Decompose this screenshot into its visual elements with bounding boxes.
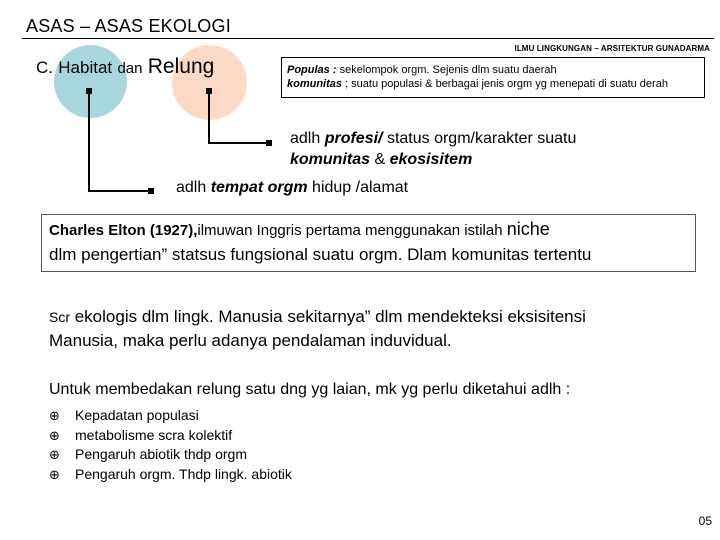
list-item: ⊕ metabolisme scra kolektif (49, 426, 292, 446)
heading-dan: dan (117, 60, 143, 77)
criteria-intro: Untuk membedakan relung satu dng yg laian, mk yg perlu diketahui adlh : (49, 381, 571, 398)
heading-habitat: Habitat (58, 58, 113, 77)
bullet-icon: ⊕ (49, 427, 60, 443)
habitat-connector-horizontal (88, 190, 150, 192)
habitat-definition: adlh tempat orgm hidup /alamat (176, 179, 409, 196)
relung-definition: adlh profesi/ status orgm/karakter suatu komunitas & ekosisitem (290, 130, 577, 168)
habitat-connector-end-dot (148, 188, 154, 194)
list-item: ⊕ Kepadatan populasi (49, 406, 292, 426)
komunitas-text: ; suatu populasi & berbagai jenis orgm yg menepati di suatu derah (342, 78, 668, 90)
niche-term: niche (506, 219, 550, 239)
bullet-icon: ⊕ (49, 447, 60, 462)
bullet-icon: ⊕ (49, 466, 60, 482)
ekologis-paragraph: Scr ekologis dlm lingk. Manusia sekitarnya” dlm mendekteksi eksisitensi Manusia, maka perlu adanya pendalaman induvidual. (49, 307, 586, 350)
title-divider (22, 38, 714, 39)
heading-relung: Relung (147, 55, 215, 78)
list-item: ⊕ Pengaruh orgm. Thdp lingk. abiotik (49, 465, 292, 485)
populasi-text: sekelompok orgm. Sejenis dlm suatu daerah (336, 64, 557, 76)
relung-connector-end-dot (266, 140, 272, 146)
komunitas-term: komunitas (287, 78, 343, 90)
populasi-definition (287, 63, 704, 77)
elton-line-1: Charles Elton (1927),ilmuwan Inggris pertama menggunakan istilah niche (49, 219, 550, 239)
course-label: ILMU LINGKUNGAN – ARSITEKTUR GUNADARMA (514, 44, 710, 53)
relung-connector-vertical (208, 91, 210, 144)
bullet-icon: ⊕ (49, 408, 60, 423)
criteria-list (49, 406, 292, 484)
slide-title: ASAS – ASAS EKOLOGI (26, 16, 231, 36)
komunitas-definition (287, 77, 704, 91)
populasi-term: Populas : (287, 64, 337, 76)
elton-name: Charles Elton (1927), (49, 222, 198, 239)
relung-connector-horizontal (208, 142, 268, 144)
elton-line-2: dlm pengertian” statsus fungsional suatu orgm. Dlam komunitas tertentu (49, 245, 592, 264)
heading-letter: C. (36, 58, 53, 77)
habitat-connector-vertical (88, 91, 90, 192)
list-item: ⊕ Pengaruh abiotik thdp orgm (49, 445, 292, 465)
relung-profesi: profesi/ (324, 130, 383, 147)
definition-box (281, 57, 705, 98)
habitat-tempat: tempat orgm (210, 179, 308, 196)
relung-komunitas: komunitas (290, 151, 371, 168)
section-heading (36, 55, 214, 79)
relung-ekosistem: ekosisitem (389, 151, 473, 168)
page-number: 05 (698, 514, 712, 528)
